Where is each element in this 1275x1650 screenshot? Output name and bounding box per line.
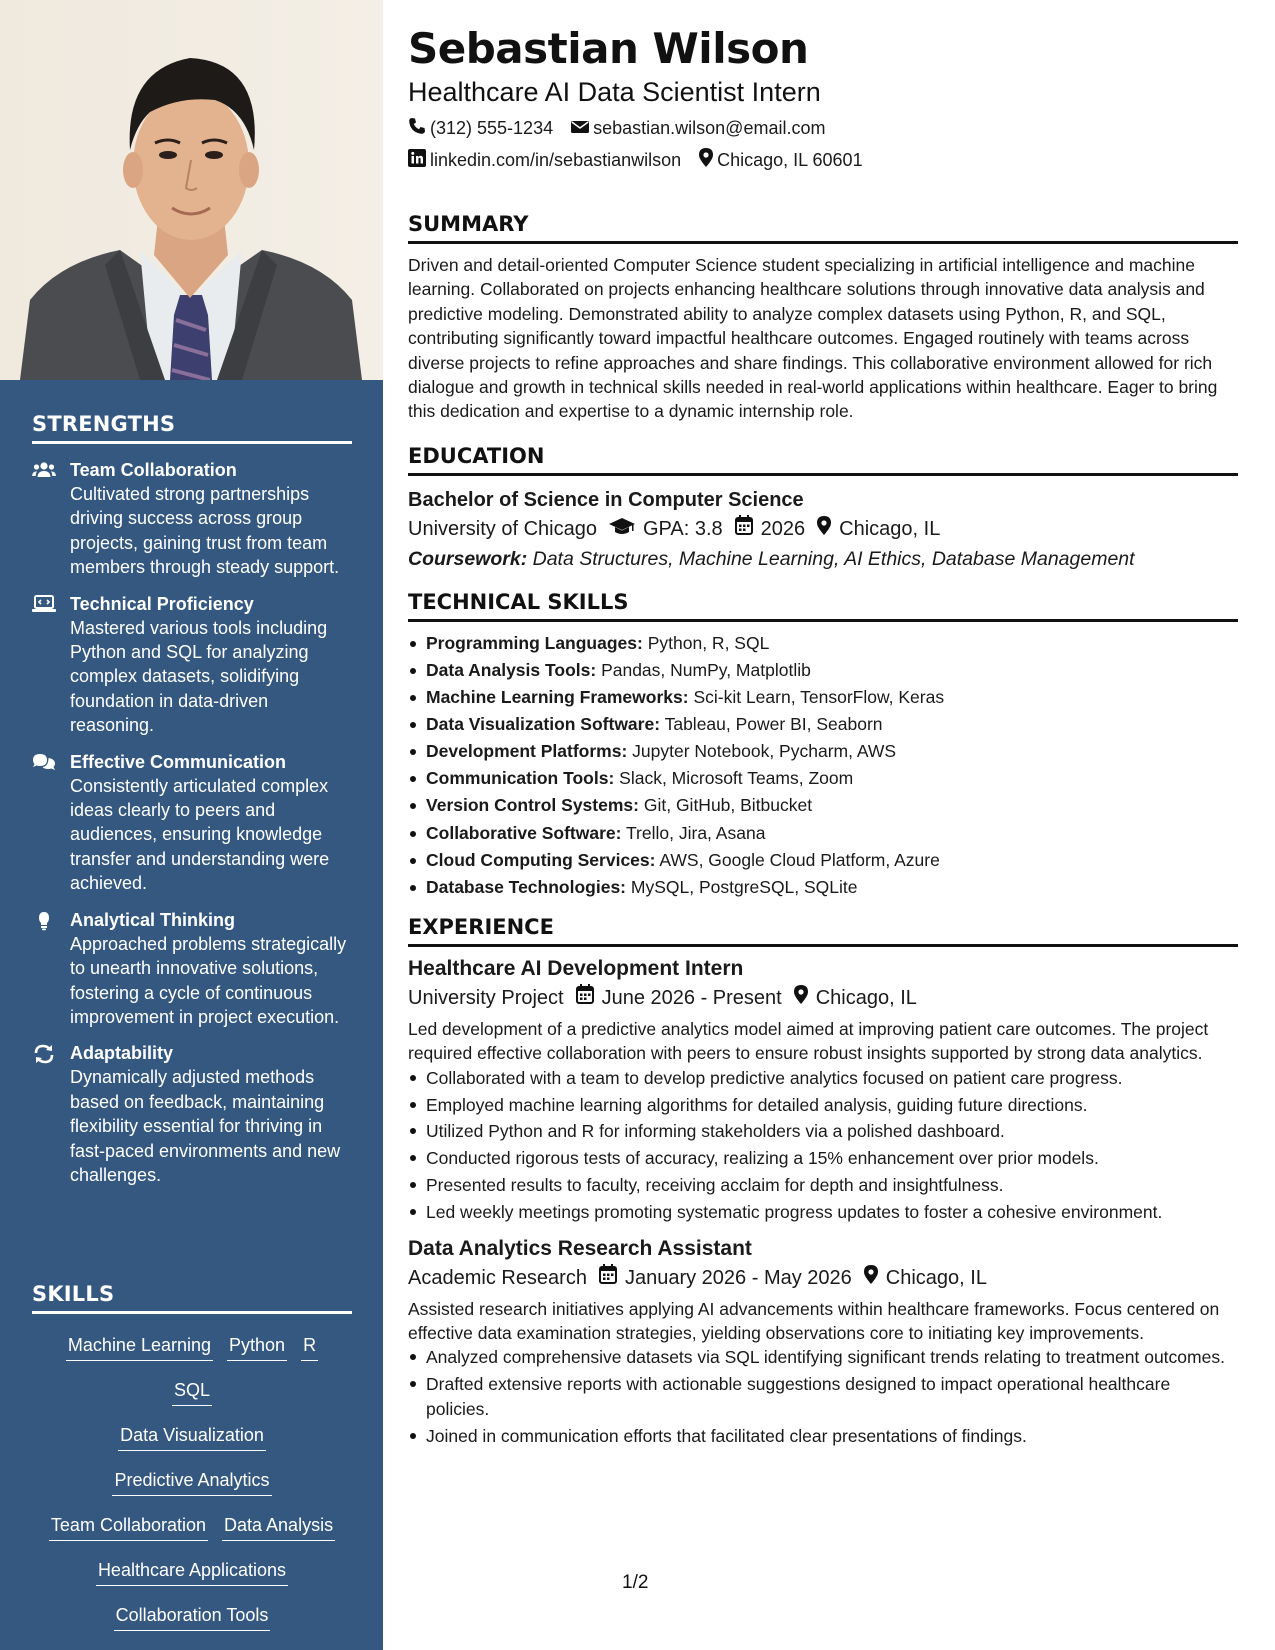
technical-skills-list	[408, 630, 1238, 901]
comments-icon	[32, 750, 70, 896]
list-item	[408, 630, 1238, 657]
education-location: Chicago, IL	[839, 517, 941, 540]
list-item: Joined in communication efforts that facilitated clear presentations of findings.	[408, 1424, 1238, 1448]
list-item	[408, 765, 1238, 792]
gpa: GPA: 3.8	[642, 517, 723, 540]
strength-title: Technical Proficiency	[70, 593, 254, 614]
skill-values: Git, GitHub, Bitbucket	[643, 795, 813, 816]
education-meta	[408, 514, 1238, 544]
education-heading: EDUCATION	[408, 442, 1238, 476]
skills-section	[32, 1282, 352, 1639]
job-organization: University Project	[408, 986, 564, 1009]
map-marker-icon	[805, 514, 839, 544]
job-location: Chicago, IL	[885, 1266, 987, 1289]
candidate-role: Healthcare AI Data Scientist Intern	[408, 77, 821, 107]
summary-section	[408, 210, 1238, 424]
skill-category: Machine Learning Frameworks:	[426, 687, 689, 708]
lightbulb-icon	[32, 908, 70, 1030]
education-section	[408, 442, 1238, 574]
job-bullet-list	[408, 1066, 1238, 1225]
skill-values: Slack, Microsoft Teams, Zoom	[619, 768, 854, 789]
job-bullet-list	[408, 1345, 1238, 1448]
linkedin-contact	[408, 149, 681, 172]
skill-category: Cloud Computing Services:	[426, 849, 656, 870]
calendar-icon	[587, 1263, 625, 1293]
strength-item	[32, 908, 352, 1030]
summary-text: Driven and detail-oriented Computer Science student specializing in artificial intelligence and machine learning. Collaborated on projects enhancing healthcare solutions through innovative data analysis and predictive modeling. Demonstrated ability to analyze complex datasets using Python, R, and SQL, contributing significantly toward impactful healthcare outcomes. Engaged routinely with teams across diverse projects to refine approaches and share findings. This collaborative environment allowed for rich dialogue and growth in technical skills needed in real-world applications within healthcare. Eager to bring this dedication and expertise to a dynamic internship role.	[408, 255, 1218, 422]
skill-tag: Predictive Analytics	[112, 1468, 271, 1496]
list-item: Drafted extensive reports with actionable suggestions designed to impact operational healthcare policies.	[408, 1372, 1238, 1421]
candidate-name: Sebastian Wilson	[408, 24, 809, 73]
skill-tag: SQL	[172, 1378, 212, 1406]
skill-tag: Data Analysis	[222, 1513, 335, 1541]
list-item: Utilized Python and R for informing stakeholders via a polished dashboard.	[408, 1119, 1238, 1143]
calendar-icon	[564, 983, 602, 1013]
contact-row	[408, 116, 1238, 140]
strength-item	[32, 1041, 352, 1187]
strength-item	[32, 592, 352, 738]
skill-tag: Data Visualization	[118, 1423, 266, 1451]
skill-values: AWS, Google Cloud Platform, Azure	[659, 849, 940, 870]
coursework	[408, 544, 1238, 574]
skill-values: Tableau, Power BI, Seaborn	[664, 714, 883, 735]
strength-title: Adaptability	[70, 1043, 174, 1064]
skill-tag: Team Collaboration	[49, 1513, 208, 1541]
list-item: Collaborated with a team to develop predictive analytics focused on patient care progress.	[408, 1066, 1238, 1090]
strength-description: Cultivated strong partnerships driving success across group projects, gaining trust from team members through steady support.	[70, 484, 340, 578]
email-contact	[571, 118, 825, 139]
laptop-code-icon	[32, 592, 70, 738]
list-item: Employed machine learning algorithms for detailed analysis, guiding future directions.	[408, 1093, 1238, 1117]
strengths-section	[32, 412, 352, 1187]
summary-heading: SUMMARY	[408, 210, 1238, 244]
degree-title: Bachelor of Science in Computer Science	[408, 488, 804, 511]
map-marker-icon	[782, 983, 816, 1013]
email-text: sebastian.wilson@email.com	[593, 117, 826, 138]
list-item	[408, 847, 1238, 874]
skill-values: MySQL, PostgreSQL, SQLite	[630, 876, 858, 897]
skill-tag: Python	[227, 1333, 287, 1361]
list-item	[408, 657, 1238, 684]
skill-category: Database Technologies:	[426, 876, 627, 897]
envelope-icon	[571, 118, 593, 139]
list-item: Conducted rigorous tests of accuracy, realizing a 15% enhancement over prior models.	[408, 1146, 1238, 1170]
strength-description: Mastered various tools including Python and SQL for analyzing complex datasets, solidifying foundation in data-driven reasoning.	[70, 617, 328, 736]
coursework-list: Data Structures, Machine Learning, AI Ethics, Database Management	[532, 547, 1135, 570]
list-item	[408, 874, 1238, 901]
sidebar	[0, 0, 383, 1650]
list-item	[408, 684, 1238, 711]
strength-title: Analytical Thinking	[70, 909, 236, 930]
job-meta	[408, 983, 1238, 1013]
users-icon	[32, 458, 70, 580]
linkedin-icon	[408, 149, 430, 172]
experience-heading: EXPERIENCE	[408, 913, 1238, 947]
coursework-label: Coursework:	[408, 547, 528, 570]
skill-category: Version Control Systems:	[426, 795, 639, 816]
calendar-icon	[723, 514, 761, 544]
list-item	[408, 820, 1238, 847]
skill-category: Data Visualization Software:	[426, 714, 661, 735]
location-text: Chicago, IL 60601	[717, 149, 863, 170]
strength-title: Team Collaboration	[70, 460, 237, 480]
experience-entry	[408, 1235, 1238, 1448]
technical-skills-heading: TECHNICAL SKILLS	[408, 588, 1238, 622]
strength-item	[32, 458, 352, 580]
skill-values: Trello, Jira, Asana	[626, 822, 766, 843]
strength-description: Approached problems strategically to unearth innovative solutions, fostering a cycle of continuous improvement in project execution.	[70, 933, 347, 1027]
job-meta	[408, 1263, 1238, 1293]
skill-category: Collaborative Software:	[426, 822, 622, 843]
list-item: Presented results to faculty, receiving acclaim for depth and insightfulness.	[408, 1173, 1238, 1197]
phone-icon	[408, 117, 430, 140]
skill-values: Python, R, SQL	[647, 632, 770, 653]
map-marker-icon	[852, 1263, 886, 1293]
job-organization: Academic Research	[408, 1266, 587, 1289]
skill-values: Sci-kit Learn, TensorFlow, Keras	[693, 687, 945, 708]
skills-tag-list	[32, 1324, 352, 1639]
strength-item	[32, 750, 352, 896]
skill-category: Development Platforms:	[426, 741, 628, 762]
strength-description: Dynamically adjusted methods based on feedback, maintaining flexibility essential for thriving in fast-paced environments and new challenges.	[70, 1067, 341, 1185]
job-dates: January 2026 - May 2026	[624, 1266, 852, 1289]
strength-title: Effective Communication	[70, 751, 287, 772]
job-location: Chicago, IL	[815, 986, 917, 1009]
list-item: Analyzed comprehensive datasets via SQL identifying significant trends relating to treatment outcomes.	[408, 1345, 1238, 1369]
map-marker-icon	[699, 148, 717, 172]
phone-text: (312) 555-1234	[430, 117, 554, 138]
list-item	[408, 711, 1238, 738]
graduation-cap-icon	[597, 514, 643, 544]
list-item	[408, 738, 1238, 765]
profile-photo	[0, 0, 383, 380]
school-name: University of Chicago	[408, 517, 597, 540]
skill-category: Programming Languages:	[426, 632, 643, 653]
skill-category: Communication Tools:	[426, 768, 615, 789]
job-dates: June 2026 - Present	[601, 986, 782, 1009]
skill-values: Pandas, NumPy, Matplotlib	[601, 659, 811, 680]
job-description: Assisted research initiatives applying AI advancements within healthcare frameworks. Focus centered on effective data examination strategies, yielding observations core to initiating key improvements.	[408, 1298, 1220, 1343]
strength-description: Consistently articulated complex ideas clearly to peers and audiences, ensuring knowledge transfer and understanding were achieved.	[70, 775, 330, 894]
job-title: Healthcare AI Development Intern	[408, 956, 744, 980]
skill-tag: Healthcare Applications	[96, 1558, 288, 1586]
experience-section	[408, 913, 1238, 1448]
skills-heading: SKILLS	[32, 1282, 352, 1314]
page-number: 1/2	[622, 1572, 649, 1593]
skill-tag: Collaboration Tools	[114, 1603, 271, 1631]
job-title: Data Analytics Research Assistant	[408, 1236, 752, 1260]
strengths-heading: STRENGTHS	[32, 412, 352, 444]
skill-tag: R	[301, 1333, 318, 1361]
list-item	[408, 792, 1238, 819]
linkedin-text: linkedin.com/in/sebastianwilson	[430, 149, 682, 170]
technical-skills-section	[408, 588, 1238, 901]
contact-row	[408, 148, 1238, 172]
skill-values: Jupyter Notebook, Pycharm, AWS	[632, 741, 897, 762]
phone-contact	[408, 117, 553, 140]
skill-tag: Machine Learning	[66, 1333, 213, 1361]
list-item: Led weekly meetings promoting systematic progress updates to foster a cohesive environment.	[408, 1200, 1238, 1224]
location-contact	[699, 148, 862, 172]
main-content	[408, 22, 1238, 1450]
experience-entry	[408, 955, 1238, 1225]
skill-category: Data Analysis Tools:	[426, 659, 597, 680]
sync-icon	[32, 1041, 70, 1187]
job-description: Led development of a predictive analytics model aimed at improving patient care outcomes. The project required effective collaboration with peers to ensure robust insights supported by strong data analytics.	[408, 1018, 1209, 1064]
graduation-year: 2026	[760, 517, 806, 540]
